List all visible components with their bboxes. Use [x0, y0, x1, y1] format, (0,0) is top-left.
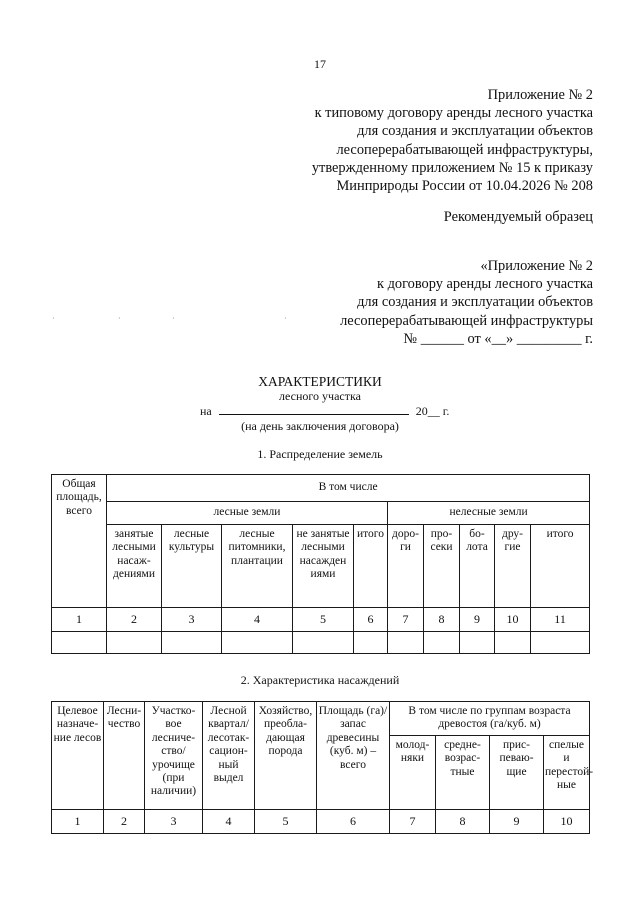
scan-mark: · — [172, 314, 176, 323]
age-column-header: прис- певаю- щие — [490, 735, 544, 809]
inner-header-line: № ______ от «__» _________ г. — [403, 330, 593, 347]
column-header: итого — [354, 525, 388, 608]
column-number: 10 — [495, 608, 531, 632]
inner-header — [340, 257, 593, 348]
column-number: 2 — [107, 608, 162, 632]
scan-mark: · — [52, 314, 56, 323]
date-line — [200, 404, 449, 419]
column-header: итого — [531, 525, 590, 608]
appendix-header-line: лесоперерабатывающей инфраструктуры, — [336, 141, 593, 158]
age-column-header: спелые и перестой- ные — [544, 735, 590, 809]
table-cell — [531, 632, 590, 654]
document-subtitle: лесного участка — [279, 389, 361, 403]
inner-header-line: лесоперерабатывающей инфраструктуры — [340, 312, 593, 329]
column-number: 5 — [255, 809, 317, 833]
column-header: доро- ги — [388, 525, 424, 608]
column-number: 4 — [203, 809, 255, 833]
column-number: 9 — [490, 809, 544, 833]
appendix-header-line: Приложение № 2 — [487, 87, 593, 103]
column-header: бо- лота — [460, 525, 495, 608]
column-number: 8 — [424, 608, 460, 632]
table-cell — [52, 632, 107, 654]
column-header: про- секи — [424, 525, 460, 608]
table-cell — [293, 632, 354, 654]
land-distribution-table — [51, 474, 590, 654]
column-number: 4 — [222, 608, 293, 632]
date-line-suffix: 20__ г. — [415, 404, 450, 418]
stands-table — [51, 701, 594, 834]
appendix-header-line: Минприроды России от 10.04.2026 № 208 — [336, 178, 593, 195]
column-header: лесные культуры — [162, 525, 222, 608]
appendix-header — [312, 86, 593, 195]
table-cell — [388, 632, 424, 654]
table-cell — [107, 632, 162, 654]
age-column-header: средне- возрас- тные — [436, 735, 490, 809]
scan-mark: · — [118, 314, 122, 323]
forest-lands-header: лесные земли — [107, 502, 388, 525]
table-cell — [162, 632, 222, 654]
scan-mark: · — [284, 314, 288, 323]
column-header: лесные питомники, плантации — [222, 525, 293, 608]
column-number: 3 — [162, 608, 222, 632]
page-number: 17 — [314, 57, 326, 71]
sample-note: Рекомендуемый образец — [443, 209, 593, 225]
appendix-header-line: утвержденному приложением № 15 к приказу — [311, 159, 593, 176]
column-number: 6 — [317, 809, 390, 833]
total-area-header: Общая площадь, всего — [52, 475, 107, 608]
document-title: ХАРАКТЕРИСТИКИ — [258, 374, 382, 389]
table-cell — [222, 632, 293, 654]
column-number: 7 — [390, 809, 436, 833]
column-number: 1 — [52, 809, 104, 833]
column-header: Лесной квартал/ лесотак- сацион- ный выдел — [203, 702, 255, 810]
inner-header-line: к договору аренды лесного участка — [377, 276, 593, 293]
table1-caption: 1. Распределение земель — [257, 447, 383, 461]
table-cell — [424, 632, 460, 654]
table2-caption: 2. Характеристика насаждений — [240, 673, 400, 687]
appendix-header-line: для создания и эксплуатации объектов — [357, 123, 593, 140]
age-column-header: молод- няки — [390, 735, 436, 809]
column-number: 8 — [436, 809, 490, 833]
nonforest-lands-header: нелесные земли — [388, 502, 590, 525]
column-number: 6 — [354, 608, 388, 632]
column-number: 11 — [531, 608, 590, 632]
column-header: Целевое назначе- ние лесов — [52, 702, 104, 810]
table-cell — [495, 632, 531, 654]
column-numbers-row — [52, 809, 590, 833]
column-number: 2 — [104, 809, 145, 833]
date-blank — [219, 404, 409, 415]
table-cell — [354, 632, 388, 654]
column-number: 1 — [52, 608, 107, 632]
column-header: дру- гие — [495, 525, 531, 608]
appendix-header-line: к типовому договору аренды лесного участка — [314, 105, 593, 122]
column-numbers-row — [52, 608, 590, 632]
column-header: не занятые лесными насажден иями — [293, 525, 354, 608]
column-header: занятые лесными насаж- дениями — [107, 525, 162, 608]
including-header: В том числе — [107, 475, 590, 502]
column-header: Лесни- чество — [104, 702, 145, 810]
column-number: 10 — [544, 809, 590, 833]
date-line-prefix: на — [200, 404, 212, 418]
inner-header-line: для создания и эксплуатации объектов — [357, 294, 593, 311]
column-number: 7 — [388, 608, 424, 632]
inner-header-line: «Приложение № 2 — [480, 258, 593, 274]
age-group-header: В том числе по группам возраста древостоя (га/куб. м) — [390, 702, 590, 736]
column-header: Площадь (га)/запас древесины (куб. м) – всего — [317, 702, 390, 810]
column-header: Участко- вое лесниче- ство/ урочище (при наличии) — [145, 702, 203, 810]
column-number: 5 — [293, 608, 354, 632]
column-number: 9 — [460, 608, 495, 632]
column-number: 3 — [145, 809, 203, 833]
table-cell — [460, 632, 495, 654]
date-note: (на день заключения договора) — [241, 419, 399, 433]
empty-data-row — [52, 632, 590, 654]
column-header: Хозяйство, преобла- дающая порода — [255, 702, 317, 810]
